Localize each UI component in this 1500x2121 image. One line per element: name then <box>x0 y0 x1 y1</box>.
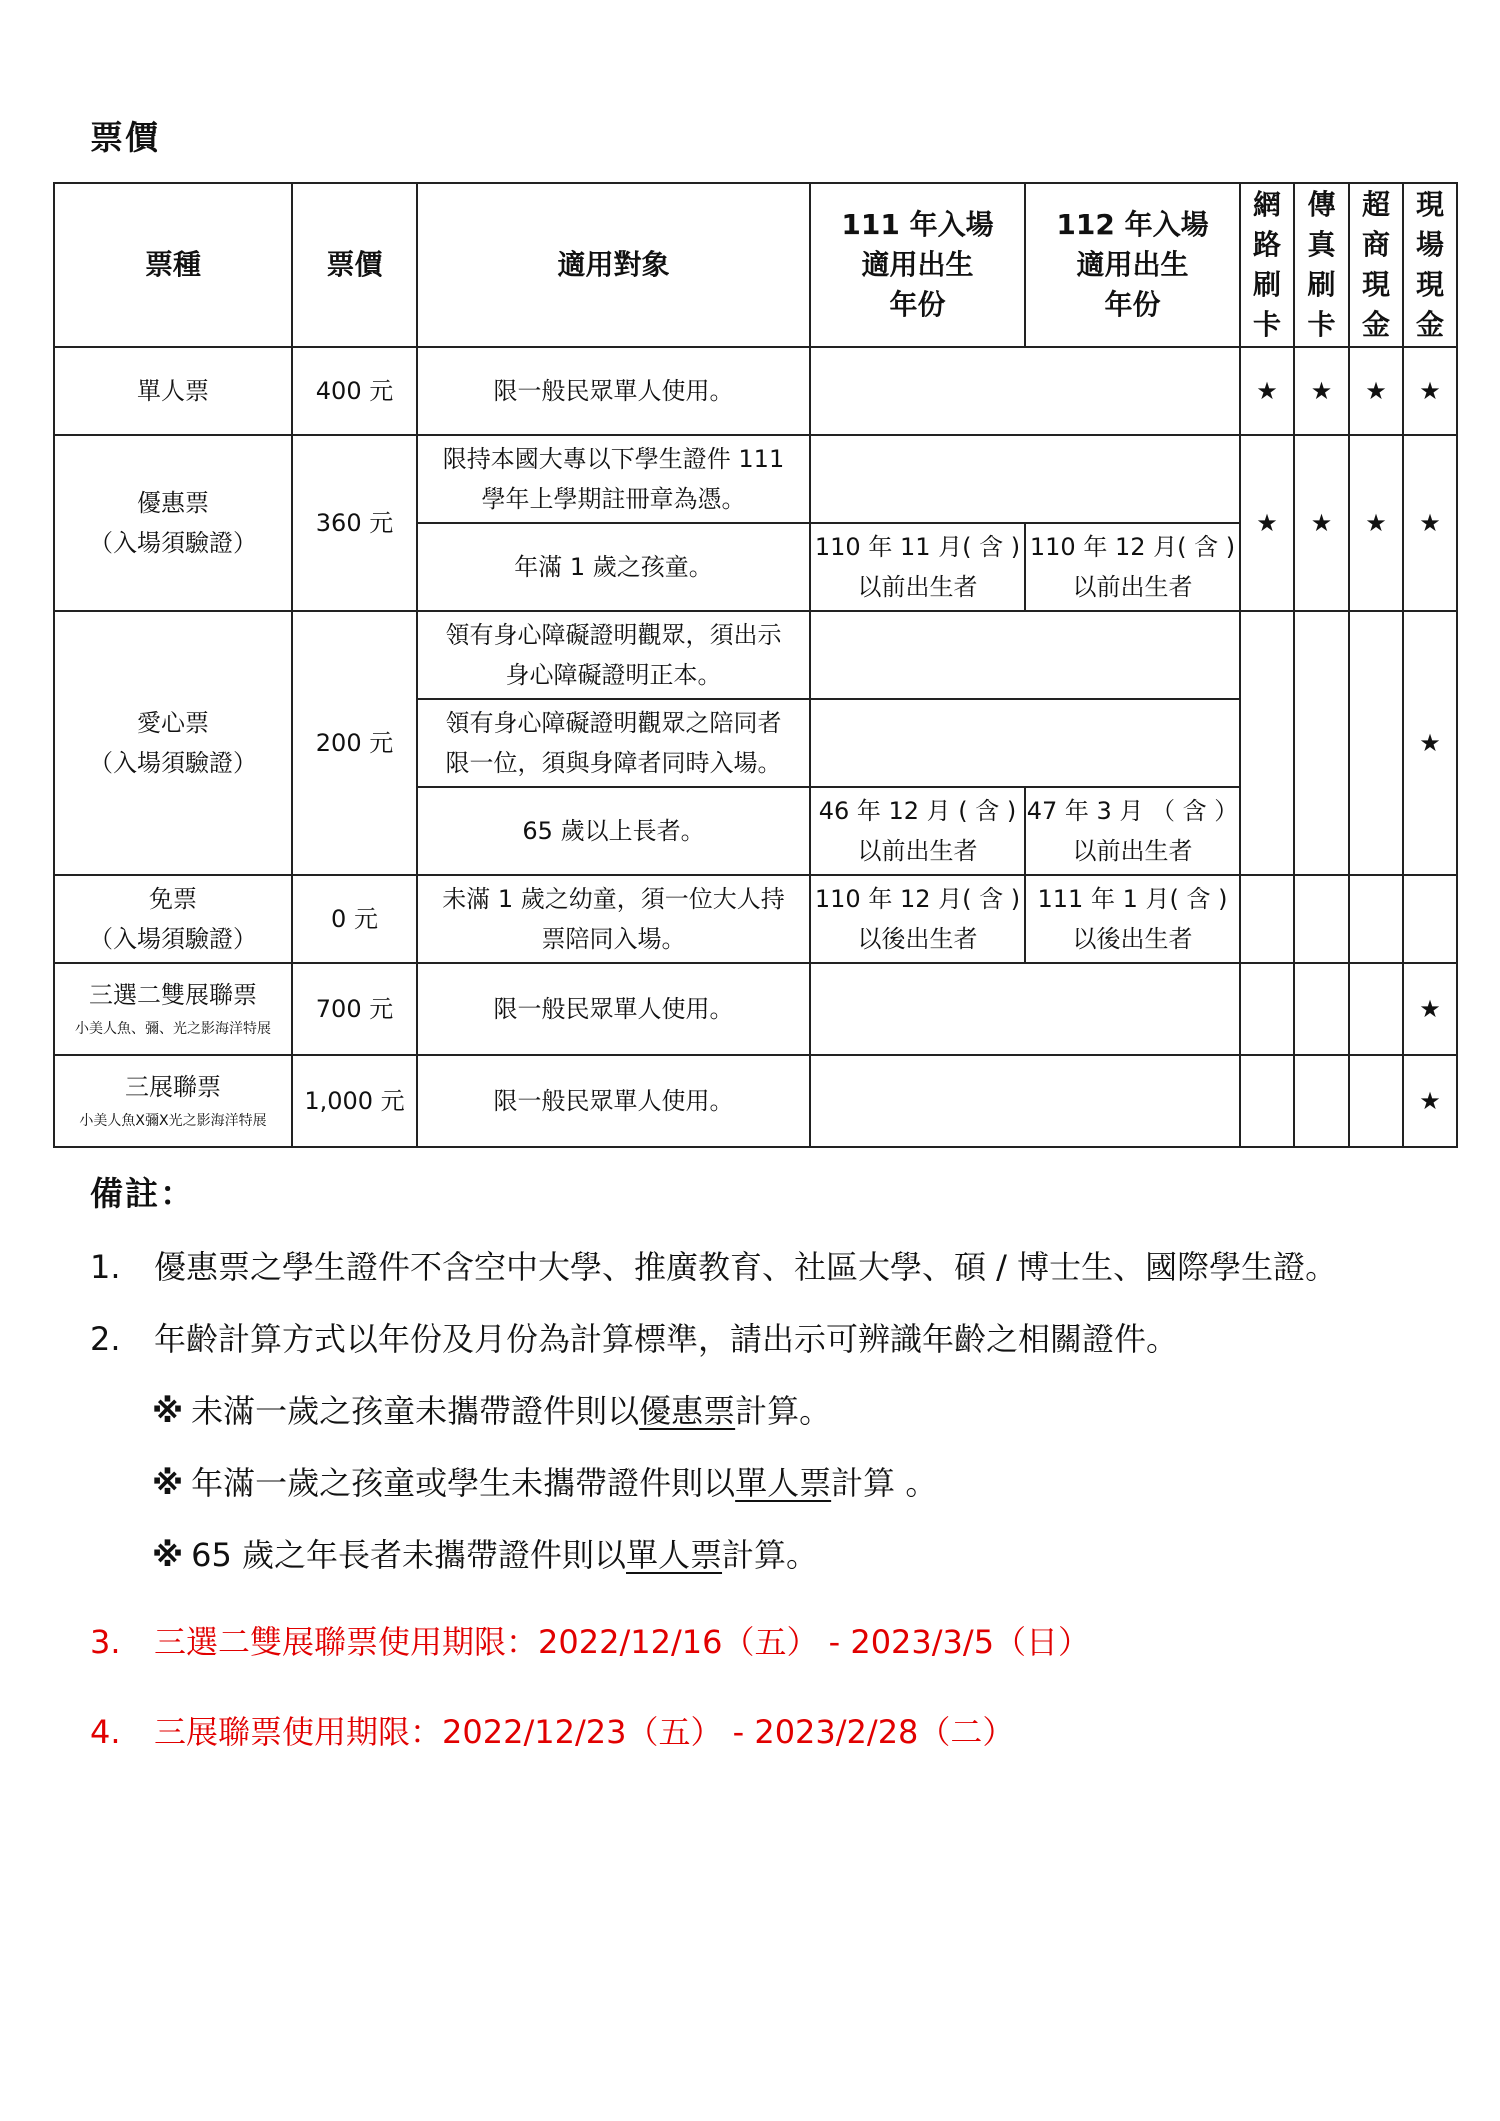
single-ticket-desc: 限一般民眾單人使用。 <box>417 347 810 435</box>
note-2: 2. 年齡計算方式以年份及月份為計算標準，請出示可辨識年齡之相關證件。 <box>90 1320 1179 1358</box>
star-icon: ★ <box>1294 435 1349 611</box>
row-discount-ticket-a <box>54 435 1457 523</box>
love-ticket-desc-disabled: 領有身心障礙證明觀眾，須出示 身心障礙證明正本。 <box>417 611 810 699</box>
discount-ticket-desc-student: 限持本國大專以下學生證件 111 學年上學期註冊章為憑。 <box>417 435 810 523</box>
header-111-birth-year: 111 年入場 適用出生 年份 <box>810 183 1025 347</box>
combo2-store-cash-empty <box>1349 963 1403 1055</box>
ticket-price-table <box>53 182 1458 1148</box>
love-companion-birth-empty <box>810 699 1240 787</box>
row-love-ticket-a <box>54 611 1457 699</box>
header-112-birth-year: 112 年入場 適用出生 年份 <box>1025 183 1240 347</box>
combo3-ticket-name: 三展聯票 小美人魚X彌X光之影海洋特展 <box>54 1055 292 1147</box>
combo2-ticket-name: 三選二雙展聯票 小美人魚、彌、光之影海洋特展 <box>54 963 292 1055</box>
discount-birth-111: 110 年 11 月( 含 ) 以前出生者 <box>810 523 1025 611</box>
love-ticket-name: 愛心票 （入場須驗證） <box>54 611 292 875</box>
row-single-ticket <box>54 347 1457 435</box>
header-price: 票價 <box>292 183 417 347</box>
combo2-ticket-price: 700 元 <box>292 963 417 1055</box>
love-ticket-desc-senior: 65 歲以上長者。 <box>417 787 810 875</box>
discount-student-birth-empty <box>810 435 1240 523</box>
single-ticket-price: 400 元 <box>292 347 417 435</box>
notes-title: 備註： <box>90 1174 195 1213</box>
free-onsite-cash-empty <box>1403 875 1457 963</box>
discount-ticket-name: 優惠票 （入場須驗證） <box>54 435 292 611</box>
love-disabled-birth-empty <box>810 611 1240 699</box>
love-ticket-desc-companion: 領有身心障礙證明觀眾之陪同者 限一位，須與身障者同時入場。 <box>417 699 810 787</box>
love-store-cash-empty <box>1349 611 1403 875</box>
combo2-ticket-desc: 限一般民眾單人使用。 <box>417 963 810 1055</box>
combo3-birth-empty <box>810 1055 1240 1147</box>
free-birth-111: 110 年 12 月( 含 ) 以後出生者 <box>810 875 1025 963</box>
row-combo3-ticket <box>54 1055 1457 1147</box>
discount-ticket-price: 360 元 <box>292 435 417 611</box>
row-combo2-ticket <box>54 963 1457 1055</box>
note-3-validity: 3. 三選二雙展聯票使用期限：2022/12/16（五） - 2023/3/5（日） <box>90 1623 1091 1661</box>
free-fax-card-empty <box>1294 875 1349 963</box>
star-icon: ★ <box>1294 347 1349 435</box>
free-birth-112: 111 年 1 月( 含 ) 以後出生者 <box>1025 875 1240 963</box>
header-target: 適用對象 <box>417 183 810 347</box>
discount-birth-112: 110 年 12 月( 含 ) 以前出生者 <box>1025 523 1240 611</box>
combo3-ticket-price: 1,000 元 <box>292 1055 417 1147</box>
page-title: 票價 <box>90 118 160 157</box>
love-ticket-price: 200 元 <box>292 611 417 875</box>
star-icon: ★ <box>1349 435 1403 611</box>
header-store-cash: 超 商 現 金 <box>1349 183 1403 347</box>
header-ticket-type: 票種 <box>54 183 292 347</box>
star-icon: ★ <box>1403 963 1457 1055</box>
love-birth-111: 46 年 12 月 ( 含 ) 以前出生者 <box>810 787 1025 875</box>
star-icon: ★ <box>1403 1055 1457 1147</box>
free-store-cash-empty <box>1349 875 1403 963</box>
star-icon: ★ <box>1349 347 1403 435</box>
single-ticket-name: 單人票 <box>54 347 292 435</box>
star-icon: ★ <box>1403 611 1457 875</box>
combo3-online-card-empty <box>1240 1055 1294 1147</box>
sub-note-2: ※ 年滿一歲之孩童或學生未攜帶證件則以單人票計算 。 <box>152 1464 938 1502</box>
reference-mark-icon: ※ <box>152 1392 184 1430</box>
note-4-validity: 4. 三展聯票使用期限：2022/12/23（五） - 2023/2/28（二） <box>90 1713 1015 1751</box>
sub-note-1: ※ 未滿一歲之孩童未攜帶證件則以優惠票計算。 <box>152 1392 832 1430</box>
combo3-ticket-desc: 限一般民眾單人使用。 <box>417 1055 810 1147</box>
note-1: 1. 優惠票之學生證件不含空中大學、推廣教育、社區大學、碩 / 博士生、國際學生證。 <box>90 1248 1338 1286</box>
header-onsite-cash: 現 場 現 金 <box>1403 183 1457 347</box>
love-fax-card-empty <box>1294 611 1349 875</box>
header-online-card: 網 路 刷 卡 <box>1240 183 1294 347</box>
free-online-card-empty <box>1240 875 1294 963</box>
combo2-birth-empty <box>810 963 1240 1055</box>
star-icon: ★ <box>1403 435 1457 611</box>
header-row <box>54 183 1457 347</box>
row-free-ticket <box>54 875 1457 963</box>
combo3-fax-card-empty <box>1294 1055 1349 1147</box>
free-ticket-price: 0 元 <box>292 875 417 963</box>
combo3-store-cash-empty <box>1349 1055 1403 1147</box>
combo2-fax-card-empty <box>1294 963 1349 1055</box>
reference-mark-icon: ※ <box>152 1464 184 1502</box>
single-ticket-birth-empty <box>810 347 1240 435</box>
reference-mark-icon: ※ <box>152 1536 184 1574</box>
love-online-card-empty <box>1240 611 1294 875</box>
love-birth-112: 47 年 3 月 （ 含 ） 以前出生者 <box>1025 787 1240 875</box>
free-ticket-desc: 未滿 1 歲之幼童，須一位大人持 票陪同入場。 <box>417 875 810 963</box>
discount-ticket-desc-child: 年滿 1 歲之孩童。 <box>417 523 810 611</box>
header-fax-card: 傳 真 刷 卡 <box>1294 183 1349 347</box>
sub-note-3: ※ 65 歲之年長者未攜帶證件則以單人票計算。 <box>152 1536 819 1574</box>
free-ticket-name: 免票 （入場須驗證） <box>54 875 292 963</box>
star-icon: ★ <box>1240 347 1294 435</box>
star-icon: ★ <box>1403 347 1457 435</box>
star-icon: ★ <box>1240 435 1294 611</box>
combo2-online-card-empty <box>1240 963 1294 1055</box>
